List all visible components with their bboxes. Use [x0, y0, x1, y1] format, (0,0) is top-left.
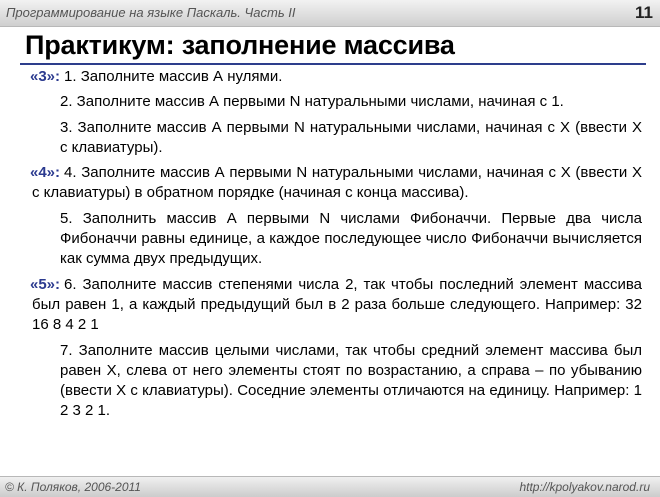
level-marker: «5»:: [30, 275, 61, 293]
title-underline: [20, 63, 646, 65]
task-text: 1. Заполните массив А нулями.: [64, 68, 283, 85]
task-text: 4. Заполните массив А первыми N натуральными числами, начиная с X (ввести X с клавиатуры) в обратном порядке (начиная с конца массива).: [32, 164, 642, 202]
level-marker: «3»:: [30, 68, 61, 85]
header-bar: [0, 0, 660, 27]
task-item: [32, 92, 642, 112]
task-text: 3. Заполните массив А первыми N натуральными числами, начиная с X (ввести X с клавиатуры).: [60, 118, 642, 156]
level-marker: «4»:: [30, 164, 61, 182]
task-text: 7. Заполните массив целыми числами, так чтобы средний элемент массива был равен X, слева от него элементы стоят по возрастанию, а справа – по убыванию (ввести X с клавиатуры). Соседние элементы отличаются на единицу. Например: 1 2 3 2 1.: [60, 341, 642, 420]
task-text: 2. Заполните массив А первыми N натуральными числами, начиная с 1.: [60, 93, 564, 111]
slide-title: Практикум: заполнение массива: [25, 30, 455, 60]
author-website-link[interactable]: http://kpolyakov.narod.ru: [519, 480, 650, 494]
task-item: [32, 118, 642, 159]
task-text: 6. Заполните массив степенями числа 2, так чтобы последний элемент массива был равен 1, а каждый предыдущий был в 2 раза больше следующего. Например: 32 16 8 4 2 1: [32, 275, 642, 334]
author-credit: © К. Поляков, 2006-2011: [5, 480, 141, 494]
task-item: [32, 275, 642, 336]
page-number: 11: [635, 3, 653, 22]
task-item: [32, 209, 642, 270]
task-item: [32, 341, 642, 422]
footer-bar: [0, 476, 660, 497]
task-item: [32, 163, 642, 204]
course-title: Программирование на языке Паскаль. Часть II: [6, 5, 296, 20]
task-text: 5. Заполнить массив А первыми N числами Фибоначчи. Первые два числа Фибоначчи равны единице, а каждое последующее число Фибоначчи вычисляется как сумма двух предыдущих.: [60, 209, 642, 268]
task-list: [32, 67, 642, 427]
task-item: [32, 67, 642, 87]
